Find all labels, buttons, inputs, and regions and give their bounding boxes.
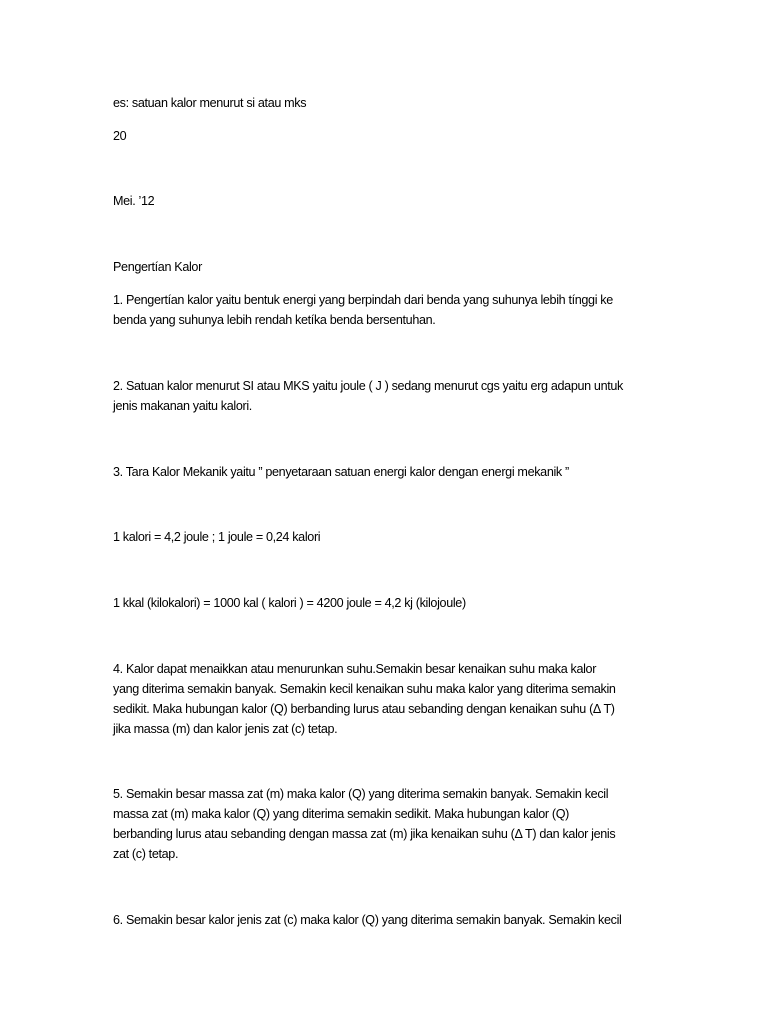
paragraph-2 xyxy=(113,376,658,416)
formula-kalori-joule xyxy=(113,527,658,547)
text-line: 1 kkal (kilokalori) = 1000 kal ( kalori ) = 4200 joule = 4,2 kj (kilojoule) xyxy=(113,596,466,610)
text-line: jenis makanan yaitu kalori. xyxy=(113,399,252,413)
paragraph-4 xyxy=(113,659,658,739)
section-heading xyxy=(113,257,658,277)
paragraph-3 xyxy=(113,462,658,482)
text-line: 6. Semakin besar kalor jenis zat (c) maka kalor (Q) yang diterima semakin banyak. Semakin kecil xyxy=(113,913,622,927)
text-line: yang diterima semakin banyak. Semakin kecil kenaikan suhu maka kalor yang diterima semakin xyxy=(113,682,616,696)
paragraph-6 xyxy=(113,910,658,930)
text-line: 3. Tara Kalor Mekanik yaitu ” penyetaraan satuan energi kalor dengan energi mekanik ” xyxy=(113,465,569,479)
text-line: massa zat (m) maka kalor (Q) yang diterima semakin sedikit. Maka hubungan kalor (Q) xyxy=(113,807,569,821)
text-line: sedikit. Maka hubungan kalor (Q) berbanding lurus atau sebanding dengan kenaikan suhu (Δ T) xyxy=(113,702,615,716)
date-month-year xyxy=(113,191,658,211)
text-line: 1 kalori = 4,2 joule ; 1 joule = 0,24 kalori xyxy=(113,530,321,544)
date-day xyxy=(113,126,658,146)
text-line: 2. Satuan kalor menurut SI atau MKS yaitu joule ( J ) sedang menurut cgs yaitu erg adapun untuk xyxy=(113,379,623,393)
text-line: 20 xyxy=(113,129,127,143)
paragraph-1 xyxy=(113,290,658,330)
text-line: es: satuan kalor menurut si atau mks xyxy=(113,96,307,110)
text-line: jika massa (m) dan kalor jenis zat (c) tetap. xyxy=(113,722,338,736)
text-line: benda yang suhunya lebih rendah ketíka benda bersentuhan. xyxy=(113,313,436,327)
formula-kilokalori xyxy=(113,593,658,613)
text-line: zat (c) tetap. xyxy=(113,847,179,861)
paragraph-5 xyxy=(113,784,658,864)
text-line: Pengertían Kalor xyxy=(113,260,202,274)
text-line: Mei. ’12 xyxy=(113,194,155,208)
text-line: 5. Semakin besar massa zat (m) maka kalor (Q) yang diterima semakin banyak. Semakin kecil xyxy=(113,787,609,801)
text-line: berbanding lurus atau sebanding dengan massa zat (m) jika kenaikan suhu (Δ T) dan kalor jenis xyxy=(113,827,616,841)
text-line: 1. Pengertían kalor yaitu bentuk energi yang berpindah dari benda yang suhunya lebih tínggi ke xyxy=(113,293,613,307)
text-line: 4. Kalor dapat menaikkan atau menurunkan suhu.Semakin besar kenaikan suhu maka kalor xyxy=(113,662,597,676)
header-line xyxy=(113,93,658,113)
